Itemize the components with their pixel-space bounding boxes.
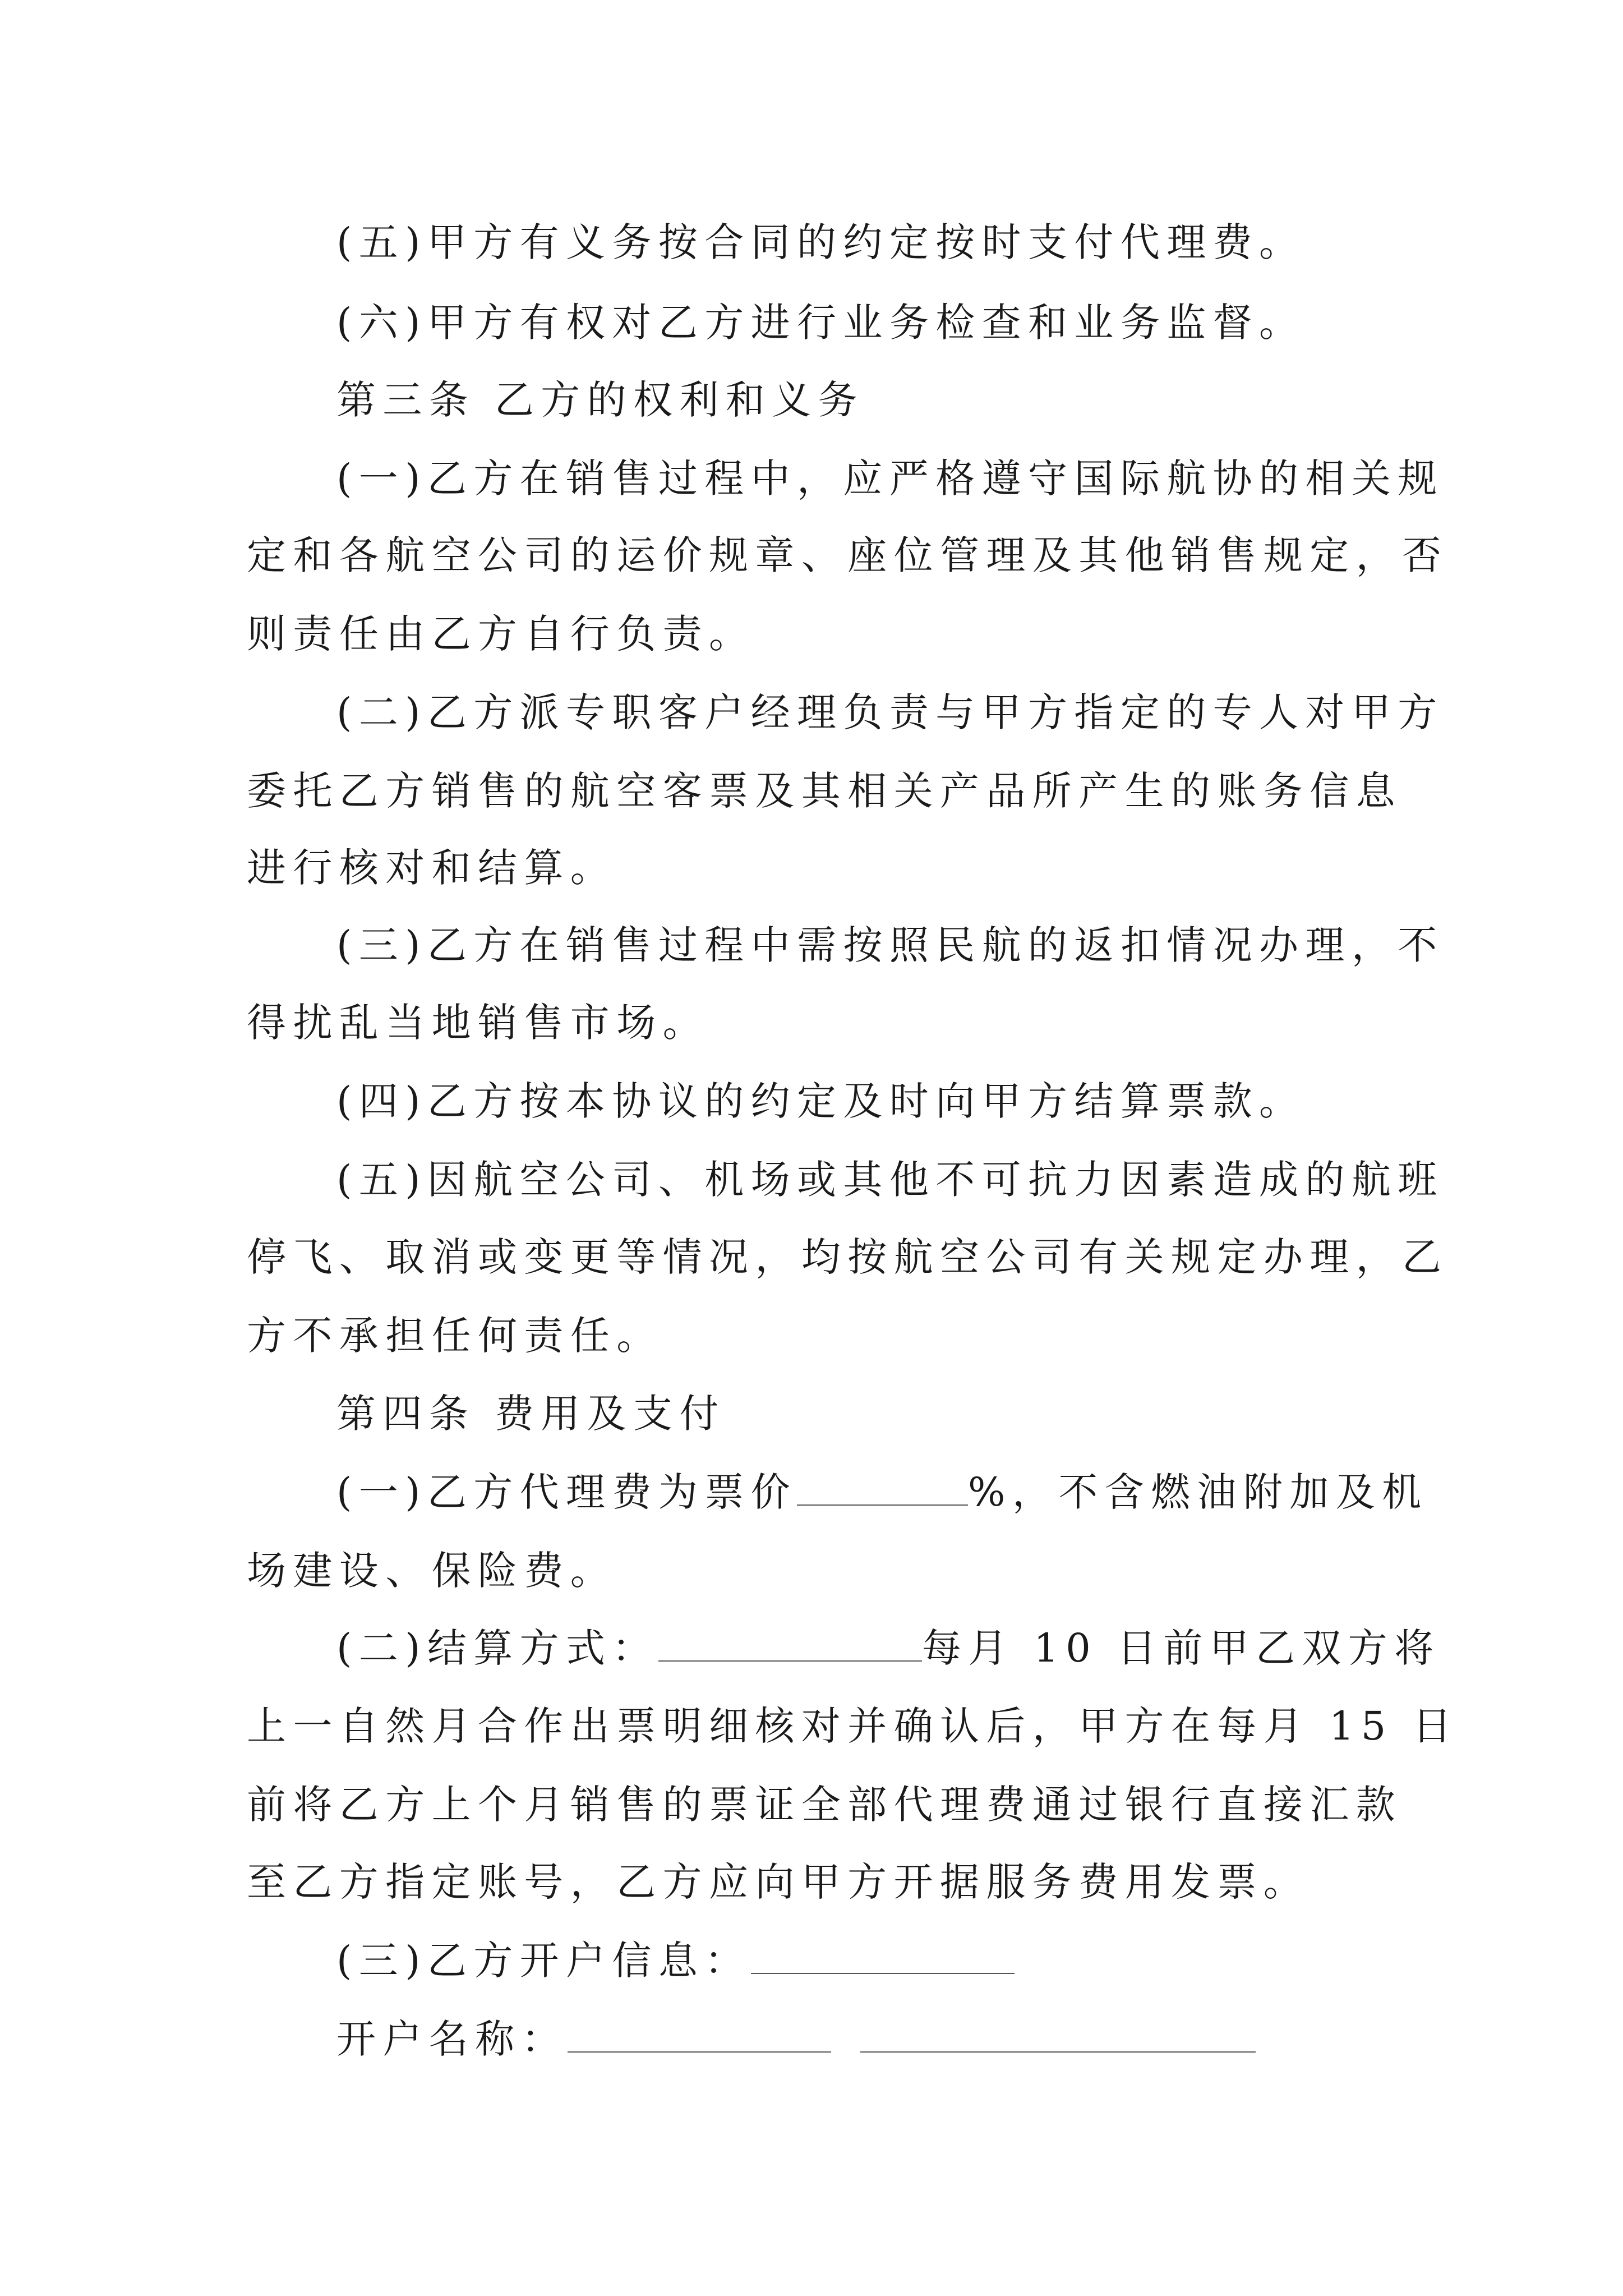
paragraph-line: 上一自然月合作出票明细核对并确认后，甲方在每月 15 日	[247, 1703, 1459, 1749]
paragraph-line: 则责任由乙方自行负责。	[247, 611, 755, 657]
paragraph-line: (六)甲方有权对乙方进行业务检查和业务监督。	[336, 300, 1306, 346]
fee-percent-blank[interactable]	[797, 1470, 968, 1506]
paragraph-line: 方不承担任何责任。	[247, 1313, 663, 1359]
paragraph-line: 前将乙方上个月销售的票证全部代理费通过银行直接汇款	[247, 1782, 1402, 1828]
account-info-label: (三)乙方开户信息：	[336, 1938, 751, 1984]
settlement-line	[336, 1623, 1481, 1673]
fee-line-prefix: (一)乙方代理费为票价	[336, 1469, 797, 1515]
paragraph-line: (五)因航空公司、机场或其他不可抗力因素造成的航班	[336, 1157, 1444, 1203]
paragraph-line: 定和各航空公司的运价规章、座位管理及其他销售规定，否	[247, 532, 1449, 578]
paragraph-line: (五)甲方有义务按合同的约定按时支付代理费。	[336, 219, 1306, 265]
paragraph-line: (一)乙方在销售过程中，应严格遵守国际航协的相关规	[336, 455, 1444, 501]
paragraph-line: 场建设、保险费。	[247, 1548, 617, 1594]
paragraph-line: 停飞、取消或变更等情况，均按航空公司有关规定办理，乙	[247, 1234, 1449, 1280]
paragraph-line: 至乙方指定账号，乙方应向甲方开据服务费用发票。	[247, 1859, 1310, 1905]
fee-line-suffix: %，不含燃油附加及机	[968, 1469, 1428, 1515]
account-name-line	[336, 2014, 1481, 2064]
paragraph-line: 进行核对和结算。	[247, 845, 617, 891]
account-name-blank-2[interactable]	[860, 2017, 1256, 2053]
paragraph-line: 委托乙方销售的航空客票及其相关产品所产生的账务信息	[247, 768, 1402, 814]
article-heading: 第四条 费用及支付	[336, 1391, 726, 1437]
account-info-blank[interactable]	[751, 1938, 1015, 1974]
paragraph-line: (三)乙方在销售过程中需按照民航的返扣情况办理，不	[336, 922, 1444, 968]
fee-line	[336, 1467, 1481, 1517]
paragraph-line: (四)乙方按本协议的约定及时向甲方结算票款。	[336, 1078, 1306, 1124]
account-name-label: 开户名称：	[336, 2016, 568, 2062]
settlement-suffix: 每月 10 日前甲乙双方将	[921, 1625, 1441, 1671]
account-name-blank[interactable]	[568, 2017, 831, 2053]
account-info-line	[336, 1935, 1481, 1986]
paragraph-line: (二)乙方派专职客户经理负责与甲方指定的专人对甲方	[336, 689, 1444, 735]
article-heading: 第三条 乙方的权利和义务	[336, 377, 865, 423]
paragraph-line: 得扰乱当地销售市场。	[247, 1000, 709, 1046]
settlement-prefix: (二)结算方式：	[336, 1625, 658, 1671]
settlement-method-blank[interactable]	[658, 1626, 922, 1662]
